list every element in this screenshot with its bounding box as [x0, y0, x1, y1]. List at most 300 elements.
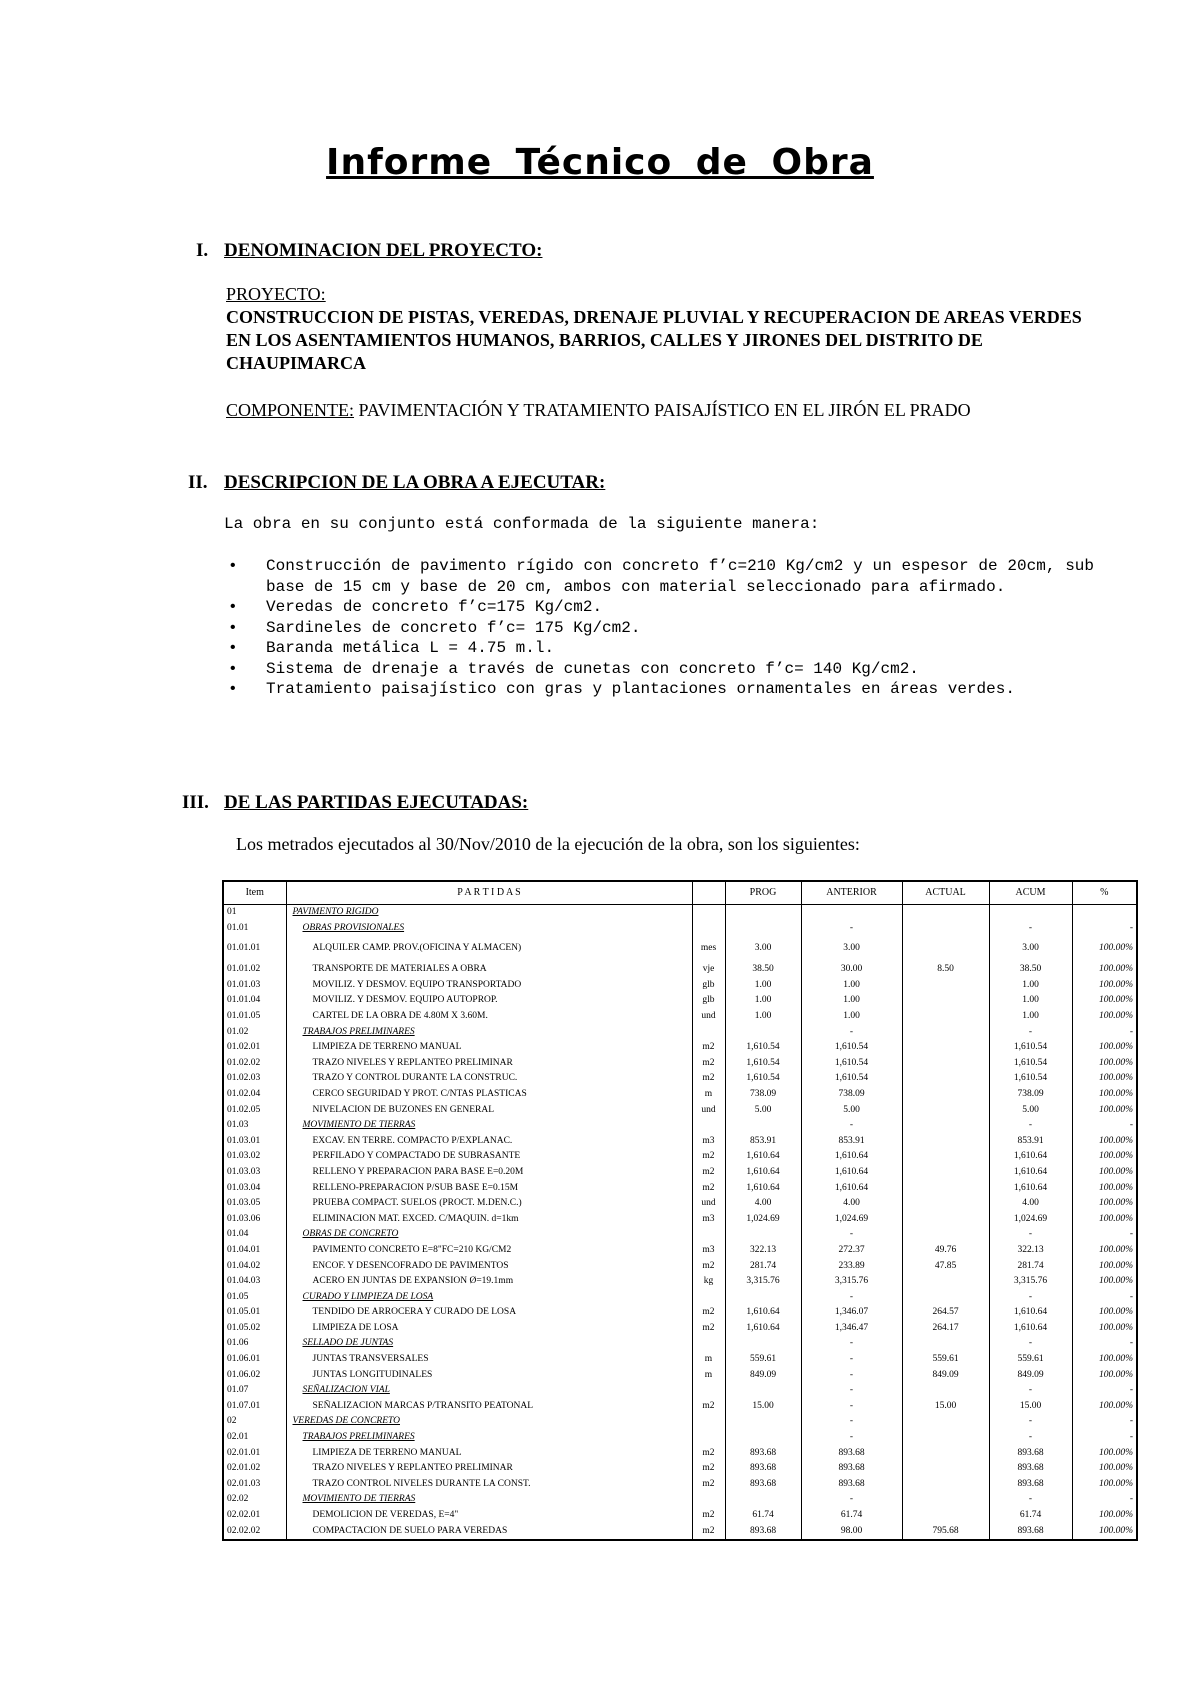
- cell-description: TRAZO Y CONTROL DURANTE LA CONSTRUC.: [286, 1071, 692, 1087]
- cell-anterior: 61.74: [801, 1508, 902, 1524]
- cell-percent: [1072, 905, 1137, 921]
- cell-actual: 264.57: [902, 1305, 989, 1321]
- cell-item: 01.03.02: [223, 1149, 286, 1165]
- cell-item: 01.02.03: [223, 1071, 286, 1087]
- cell-percent: 100.00%: [1072, 1009, 1137, 1025]
- cell-anterior: 4.00: [801, 1196, 902, 1212]
- cell-acum: 1.00: [989, 1009, 1072, 1025]
- bullet-icon: •: [228, 680, 238, 698]
- cell-actual: [902, 1477, 989, 1493]
- cell-prog: 15.00: [725, 1399, 801, 1415]
- cell-acum: 1,610.64: [989, 1305, 1072, 1321]
- section-2-number: II.: [188, 472, 208, 493]
- cell-acum: 853.91: [989, 1134, 1072, 1150]
- cell-prog: [725, 1336, 801, 1352]
- cell-percent: -: [1072, 1336, 1137, 1352]
- cell-actual: 47.85: [902, 1258, 989, 1274]
- cell-actual: [902, 1383, 989, 1399]
- cell-item: 01.03.03: [223, 1165, 286, 1181]
- section-3-title: DE LAS PARTIDAS EJECUTADAS:: [224, 792, 529, 813]
- cell-percent: -: [1072, 921, 1137, 937]
- table-row: [223, 1165, 1137, 1181]
- cell-acum: 559.61: [989, 1352, 1072, 1368]
- cell-unit: [692, 1414, 725, 1430]
- cell-description: RELLENO Y PREPARACION PARA BASE E=0.20M: [286, 1165, 692, 1181]
- cell-item: 01.02.04: [223, 1087, 286, 1103]
- bullet-icon: •: [228, 639, 238, 657]
- cell-description: DEMOLICION DE VEREDAS, E=4": [286, 1508, 692, 1524]
- cell-percent: 100.00%: [1072, 962, 1137, 978]
- cell-acum: 15.00: [989, 1399, 1072, 1415]
- cell-description: TRAZO NIVELES Y REPLANTEO PRELIMINAR: [286, 1056, 692, 1072]
- cell-description: RELLENO-PREPARACION P/SUB BASE E=0.15M: [286, 1181, 692, 1197]
- cell-actual: [902, 936, 989, 962]
- cell-prog: [725, 905, 801, 921]
- cell-prog: [725, 1492, 801, 1508]
- cell-prog: [725, 1414, 801, 1430]
- cell-actual: [902, 1103, 989, 1119]
- table-row: [223, 1477, 1137, 1493]
- cell-acum: -: [989, 1025, 1072, 1041]
- cell-anterior: 30.00: [801, 962, 902, 978]
- cell-item: 02: [223, 1414, 286, 1430]
- cell-percent: -: [1072, 1414, 1137, 1430]
- project-label: PROYECTO:: [226, 284, 326, 304]
- cell-actual: 559.61: [902, 1352, 989, 1368]
- cell-item: 01.01: [223, 921, 286, 937]
- cell-acum: -: [989, 1336, 1072, 1352]
- cell-acum: -: [989, 1430, 1072, 1446]
- cell-unit: [692, 1430, 725, 1446]
- cell-prog: [725, 1118, 801, 1134]
- cell-unit: m2: [692, 1461, 725, 1477]
- cell-percent: 100.00%: [1072, 1508, 1137, 1524]
- cell-acum: 1,610.64: [989, 1165, 1072, 1181]
- cell-actual: [902, 993, 989, 1009]
- description-intro: La obra en su conjunto está conformada de la siguiente manera:: [224, 515, 820, 533]
- cell-description: CARTEL DE LA OBRA DE 4.80M X 3.60M.: [286, 1009, 692, 1025]
- cell-unit: m: [692, 1352, 725, 1368]
- component-label: COMPONENTE:: [226, 400, 355, 420]
- cell-actual: [902, 1071, 989, 1087]
- cell-percent: 100.00%: [1072, 1196, 1137, 1212]
- cell-item: 01.05: [223, 1290, 286, 1306]
- cell-item: 02.02.02: [223, 1524, 286, 1541]
- cell-description: LIMPIEZA DE TERRENO MANUAL: [286, 1040, 692, 1056]
- cell-acum: -: [989, 921, 1072, 937]
- cell-percent: 100.00%: [1072, 1087, 1137, 1103]
- cell-description: TENDIDO DE ARROCERA Y CURADO DE LOSA: [286, 1305, 692, 1321]
- cell-actual: [902, 1025, 989, 1041]
- cell-description: NIVELACION DE BUZONES EN GENERAL: [286, 1103, 692, 1119]
- cell-acum: 1,610.64: [989, 1149, 1072, 1165]
- cell-item: 01.07.01: [223, 1399, 286, 1415]
- cell-anterior: 893.68: [801, 1461, 902, 1477]
- cell-percent: 100.00%: [1072, 1181, 1137, 1197]
- table-row: [223, 1368, 1137, 1384]
- cell-unit: [692, 905, 725, 921]
- cell-prog: 281.74: [725, 1258, 801, 1274]
- cell-actual: [902, 1181, 989, 1197]
- cell-acum: -: [989, 1383, 1072, 1399]
- cell-percent: 100.00%: [1072, 993, 1137, 1009]
- cell-unit: m2: [692, 1305, 725, 1321]
- cell-percent: 100.00%: [1072, 1368, 1137, 1384]
- bullet-icon: •: [228, 557, 238, 575]
- cell-acum: 1,610.54: [989, 1071, 1072, 1087]
- table-row: [223, 1352, 1137, 1368]
- cell-anterior: -: [801, 1399, 902, 1415]
- header-item: Item: [223, 881, 286, 905]
- cell-actual: [902, 1165, 989, 1181]
- cell-actual: [902, 1336, 989, 1352]
- cell-item: 02.01: [223, 1430, 286, 1446]
- cell-description: MOVILIZ. Y DESMOV. EQUIPO AUTOPROP.: [286, 993, 692, 1009]
- cell-anterior: 1,610.64: [801, 1165, 902, 1181]
- cell-item: 02.02.01: [223, 1508, 286, 1524]
- cell-item: 01.03.05: [223, 1196, 286, 1212]
- cell-percent: 100.00%: [1072, 1399, 1137, 1415]
- cell-prog: 1,610.64: [725, 1181, 801, 1197]
- cell-actual: 15.00: [902, 1399, 989, 1415]
- cell-acum: 1,610.54: [989, 1040, 1072, 1056]
- cell-percent: 100.00%: [1072, 1071, 1137, 1087]
- project-name: CONSTRUCCION DE PISTAS, VEREDAS, DRENAJE PLUVIAL Y RECUPERACION DE AREAS VERDES EN LOS ASENTAMIENTOS HUMANOS, BARRIOS, CALLES Y JIRONES DEL DISTRITO DE CHAUPIMARCA: [226, 307, 1082, 373]
- table-row: [223, 962, 1137, 978]
- cell-anterior: 1,346.07: [801, 1305, 902, 1321]
- table-row: [223, 1492, 1137, 1508]
- cell-percent: 100.00%: [1072, 1524, 1137, 1541]
- cell-item: 01.05.02: [223, 1321, 286, 1337]
- cell-unit: m3: [692, 1212, 725, 1228]
- cell-percent: -: [1072, 1290, 1137, 1306]
- cell-acum: 322.13: [989, 1243, 1072, 1259]
- cell-percent: 100.00%: [1072, 978, 1137, 994]
- table-row: [223, 1336, 1137, 1352]
- description-item-text: Sardineles de concreto f’c= 175 Kg/cm2.: [266, 618, 641, 637]
- cell-anterior: -: [801, 1383, 902, 1399]
- cell-actual: [902, 1446, 989, 1462]
- table-row: [223, 1118, 1137, 1134]
- cell-prog: 1.00: [725, 1009, 801, 1025]
- description-item-text: Baranda metálica L = 4.75 m.l.: [266, 639, 555, 657]
- cell-percent: 100.00%: [1072, 1149, 1137, 1165]
- cell-anterior: -: [801, 1290, 902, 1306]
- section-3-number: III.: [182, 792, 209, 813]
- cell-acum: 38.50: [989, 962, 1072, 978]
- cell-prog: 853.91: [725, 1134, 801, 1150]
- cell-unit: glb: [692, 993, 725, 1009]
- cell-anterior: 98.00: [801, 1524, 902, 1541]
- cell-item: 01.03.01: [223, 1134, 286, 1150]
- cell-description: TRABAJOS PRELIMINARES: [286, 1025, 692, 1041]
- cell-acum: -: [989, 1290, 1072, 1306]
- cell-percent: 100.00%: [1072, 1477, 1137, 1493]
- cell-unit: m2: [692, 1071, 725, 1087]
- table-row: [223, 1524, 1137, 1541]
- table-row: [223, 1103, 1137, 1119]
- cell-unit: m: [692, 1087, 725, 1103]
- cell-prog: 1,024.69: [725, 1212, 801, 1228]
- cell-acum: 3.00: [989, 936, 1072, 962]
- cell-description: TRAZO CONTROL NIVELES DURANTE LA CONST.: [286, 1477, 692, 1493]
- bullet-icon: •: [228, 659, 238, 678]
- cell-item: 02.01.02: [223, 1461, 286, 1477]
- cell-acum: 5.00: [989, 1103, 1072, 1119]
- cell-acum: 738.09: [989, 1087, 1072, 1103]
- cell-prog: [725, 1383, 801, 1399]
- cell-anterior: 1.00: [801, 993, 902, 1009]
- cell-acum: -: [989, 1118, 1072, 1134]
- cell-percent: 100.00%: [1072, 1040, 1137, 1056]
- table-row: [223, 936, 1137, 962]
- cell-description: ALQUILER CAMP. PROV.(OFICINA Y ALMACEN): [286, 936, 692, 962]
- cell-unit: m2: [692, 1446, 725, 1462]
- cell-actual: [902, 921, 989, 937]
- cell-description: JUNTAS TRANSVERSALES: [286, 1352, 692, 1368]
- cell-prog: [725, 921, 801, 937]
- cell-unit: m2: [692, 1181, 725, 1197]
- cell-anterior: 1,610.64: [801, 1149, 902, 1165]
- cell-prog: 5.00: [725, 1103, 801, 1119]
- cell-acum: 1.00: [989, 993, 1072, 1009]
- description-list: [224, 556, 1094, 700]
- cell-description: EXCAV. EN TERRE. COMPACTO P/EXPLANAC.: [286, 1134, 692, 1150]
- cell-unit: glb: [692, 978, 725, 994]
- description-item-text: Construcción de pavimento rígido con concreto f’c=210 Kg/cm2 y un espesor de 20cm, sub base de 15 cm y base de 20 cm, ambos con material seleccionado para afirmado.: [266, 557, 1094, 596]
- bullet-icon: •: [228, 598, 238, 616]
- table-row: [223, 1196, 1137, 1212]
- table-row: [223, 1056, 1137, 1072]
- cell-description: PAVIMENTO RIGIDO: [286, 905, 692, 921]
- cell-item: 01.04.03: [223, 1274, 286, 1290]
- cell-anterior: 5.00: [801, 1103, 902, 1119]
- cell-actual: [902, 1056, 989, 1072]
- cell-description: LIMPIEZA DE LOSA: [286, 1321, 692, 1337]
- partidas-table: [222, 880, 1138, 1541]
- cell-acum: 61.74: [989, 1508, 1072, 1524]
- cell-anterior: 1,610.54: [801, 1040, 902, 1056]
- table-row: [223, 1508, 1137, 1524]
- cell-prog: 1,610.54: [725, 1071, 801, 1087]
- cell-actual: [902, 1414, 989, 1430]
- cell-unit: m2: [692, 1399, 725, 1415]
- cell-item: 01.02.02: [223, 1056, 286, 1072]
- header-anterior: ANTERIOR: [801, 881, 902, 905]
- cell-anterior: -: [801, 1368, 902, 1384]
- cell-acum: 893.68: [989, 1477, 1072, 1493]
- cell-acum: -: [989, 1227, 1072, 1243]
- section-1-number: I.: [196, 240, 209, 261]
- table-row: [223, 993, 1137, 1009]
- cell-acum: 4.00: [989, 1196, 1072, 1212]
- cell-prog: 3,315.76: [725, 1274, 801, 1290]
- cell-prog: 1,610.64: [725, 1149, 801, 1165]
- cell-percent: 100.00%: [1072, 1446, 1137, 1462]
- table-row: [223, 1009, 1137, 1025]
- cell-item: 01: [223, 905, 286, 921]
- cell-description: PERFILADO Y COMPACTADO DE SUBRASANTE: [286, 1149, 692, 1165]
- cell-description: COMPACTACION DE SUELO PARA VEREDAS: [286, 1524, 692, 1541]
- cell-percent: -: [1072, 1118, 1137, 1134]
- header-acum: ACUM: [989, 881, 1072, 905]
- table-row: [223, 1383, 1137, 1399]
- description-item-text: Sistema de drenaje a través de cunetas con concreto f’c= 140 Kg/cm2.: [266, 659, 919, 678]
- cell-item: 01.02.01: [223, 1040, 286, 1056]
- cell-anterior: -: [801, 1430, 902, 1446]
- cell-anterior: 893.68: [801, 1477, 902, 1493]
- cell-actual: [902, 978, 989, 994]
- cell-unit: m2: [692, 1508, 725, 1524]
- cell-anterior: -: [801, 1352, 902, 1368]
- cell-prog: 1,610.64: [725, 1165, 801, 1181]
- table-row: [223, 1212, 1137, 1228]
- cell-prog: 1.00: [725, 993, 801, 1009]
- cell-percent: 100.00%: [1072, 1352, 1137, 1368]
- cell-unit: m2: [692, 1258, 725, 1274]
- description-item: [224, 597, 1094, 618]
- cell-acum: 1.00: [989, 978, 1072, 994]
- cell-actual: [902, 1118, 989, 1134]
- header-percent: %: [1072, 881, 1137, 905]
- cell-actual: 8.50: [902, 962, 989, 978]
- cell-anterior: -: [801, 1227, 902, 1243]
- table-row: [223, 1399, 1137, 1415]
- cell-item: 01.04.02: [223, 1258, 286, 1274]
- cell-actual: [902, 1009, 989, 1025]
- cell-percent: 100.00%: [1072, 1461, 1137, 1477]
- cell-description: CURADO Y LIMPIEZA DE LOSA: [286, 1290, 692, 1306]
- cell-anterior: -: [801, 1414, 902, 1430]
- cell-percent: 100.00%: [1072, 1305, 1137, 1321]
- component-text: PAVIMENTACIÓN Y TRATAMIENTO PAISAJÍSTICO EN EL JIRÓN EL PRADO: [354, 400, 971, 420]
- cell-unit: [692, 1290, 725, 1306]
- cell-unit: m2: [692, 1040, 725, 1056]
- bullet-icon: •: [228, 618, 238, 637]
- table-row: [223, 1305, 1137, 1321]
- cell-prog: [725, 1430, 801, 1446]
- cell-description: TRABAJOS PRELIMINARES: [286, 1430, 692, 1446]
- cell-unit: [692, 1025, 725, 1041]
- table-row: [223, 1071, 1137, 1087]
- cell-acum: 3,315.76: [989, 1274, 1072, 1290]
- cell-item: 01.01.01: [223, 936, 286, 962]
- cell-unit: m2: [692, 1524, 725, 1541]
- section-1-title: DENOMINACION DEL PROYECTO:: [224, 240, 543, 261]
- cell-description: VEREDAS DE CONCRETO: [286, 1414, 692, 1430]
- cell-unit: m2: [692, 1165, 725, 1181]
- table-row: [223, 905, 1137, 921]
- cell-prog: 1,610.64: [725, 1321, 801, 1337]
- cell-item: 01.01.05: [223, 1009, 286, 1025]
- cell-anterior: 1,024.69: [801, 1212, 902, 1228]
- cell-unit: [692, 1118, 725, 1134]
- cell-actual: [902, 1212, 989, 1228]
- cell-acum: [989, 905, 1072, 921]
- cell-anterior: 233.89: [801, 1258, 902, 1274]
- partidas-body: [223, 905, 1137, 1541]
- cell-actual: [902, 1430, 989, 1446]
- cell-anterior: 272.37: [801, 1243, 902, 1259]
- cell-description: LIMPIEZA DE TERRENO MANUAL: [286, 1446, 692, 1462]
- cell-anterior: 1,610.54: [801, 1071, 902, 1087]
- cell-item: 01.04.01: [223, 1243, 286, 1259]
- cell-percent: 100.00%: [1072, 1258, 1137, 1274]
- cell-percent: 100.00%: [1072, 1212, 1137, 1228]
- cell-actual: [902, 1508, 989, 1524]
- cell-unit: m3: [692, 1134, 725, 1150]
- cell-prog: 4.00: [725, 1196, 801, 1212]
- metrado-intro: Los metrados ejecutados al 30/Nov/2010 de la ejecución de la obra, son los siguientes:: [236, 834, 860, 854]
- table-row: [223, 1274, 1137, 1290]
- cell-anterior: -: [801, 1025, 902, 1041]
- table-header-row: [223, 881, 1137, 905]
- cell-description: ENCOF. Y DESENCOFRADO DE PAVIMENTOS: [286, 1258, 692, 1274]
- cell-actual: 849.09: [902, 1368, 989, 1384]
- cell-actual: [902, 1290, 989, 1306]
- component-line: [226, 400, 971, 421]
- cell-anterior: [801, 905, 902, 921]
- table-row: [223, 978, 1137, 994]
- description-item: [224, 618, 1094, 639]
- cell-prog: [725, 1290, 801, 1306]
- table-row: [223, 1181, 1137, 1197]
- cell-anterior: -: [801, 1336, 902, 1352]
- cell-acum: -: [989, 1414, 1072, 1430]
- cell-actual: [902, 1087, 989, 1103]
- cell-unit: m: [692, 1368, 725, 1384]
- cell-item: 01.06: [223, 1336, 286, 1352]
- cell-unit: mes: [692, 936, 725, 962]
- cell-prog: 738.09: [725, 1087, 801, 1103]
- cell-percent: -: [1072, 1430, 1137, 1446]
- cell-description: ELIMINACION MAT. EXCED. C/MAQUIN. d=1km: [286, 1212, 692, 1228]
- cell-percent: -: [1072, 1492, 1137, 1508]
- cell-prog: 893.68: [725, 1524, 801, 1541]
- cell-actual: 795.68: [902, 1524, 989, 1541]
- cell-prog: [725, 1227, 801, 1243]
- cell-item: 01.01.02: [223, 962, 286, 978]
- cell-percent: 100.00%: [1072, 1165, 1137, 1181]
- cell-item: 01.01.03: [223, 978, 286, 994]
- cell-description: TRANSPORTE DE MATERIALES A OBRA: [286, 962, 692, 978]
- cell-prog: 38.50: [725, 962, 801, 978]
- cell-actual: [902, 1040, 989, 1056]
- cell-prog: 1,610.54: [725, 1040, 801, 1056]
- cell-unit: und: [692, 1009, 725, 1025]
- cell-item: 01.02: [223, 1025, 286, 1041]
- cell-description: MOVILIZ. Y DESMOV. EQUIPO TRANSPORTADO: [286, 978, 692, 994]
- cell-actual: [902, 1492, 989, 1508]
- cell-description: OBRAS DE CONCRETO: [286, 1227, 692, 1243]
- cell-anterior: 1,610.64: [801, 1181, 902, 1197]
- cell-actual: [902, 1227, 989, 1243]
- cell-description: SELLADO DE JUNTAS: [286, 1336, 692, 1352]
- cell-anterior: -: [801, 1118, 902, 1134]
- cell-anterior: 1,610.54: [801, 1056, 902, 1072]
- cell-percent: 100.00%: [1072, 1321, 1137, 1337]
- description-item: [224, 556, 1094, 597]
- table-row: [223, 1040, 1137, 1056]
- cell-unit: [692, 1492, 725, 1508]
- cell-acum: 893.68: [989, 1461, 1072, 1477]
- cell-percent: 100.00%: [1072, 936, 1137, 962]
- cell-actual: [902, 1196, 989, 1212]
- description-item: [224, 659, 1094, 680]
- cell-unit: vje: [692, 962, 725, 978]
- cell-unit: m2: [692, 1056, 725, 1072]
- description-item-text: Tratamiento paisajístico con gras y plantaciones ornamentales en áreas verdes.: [266, 680, 1015, 698]
